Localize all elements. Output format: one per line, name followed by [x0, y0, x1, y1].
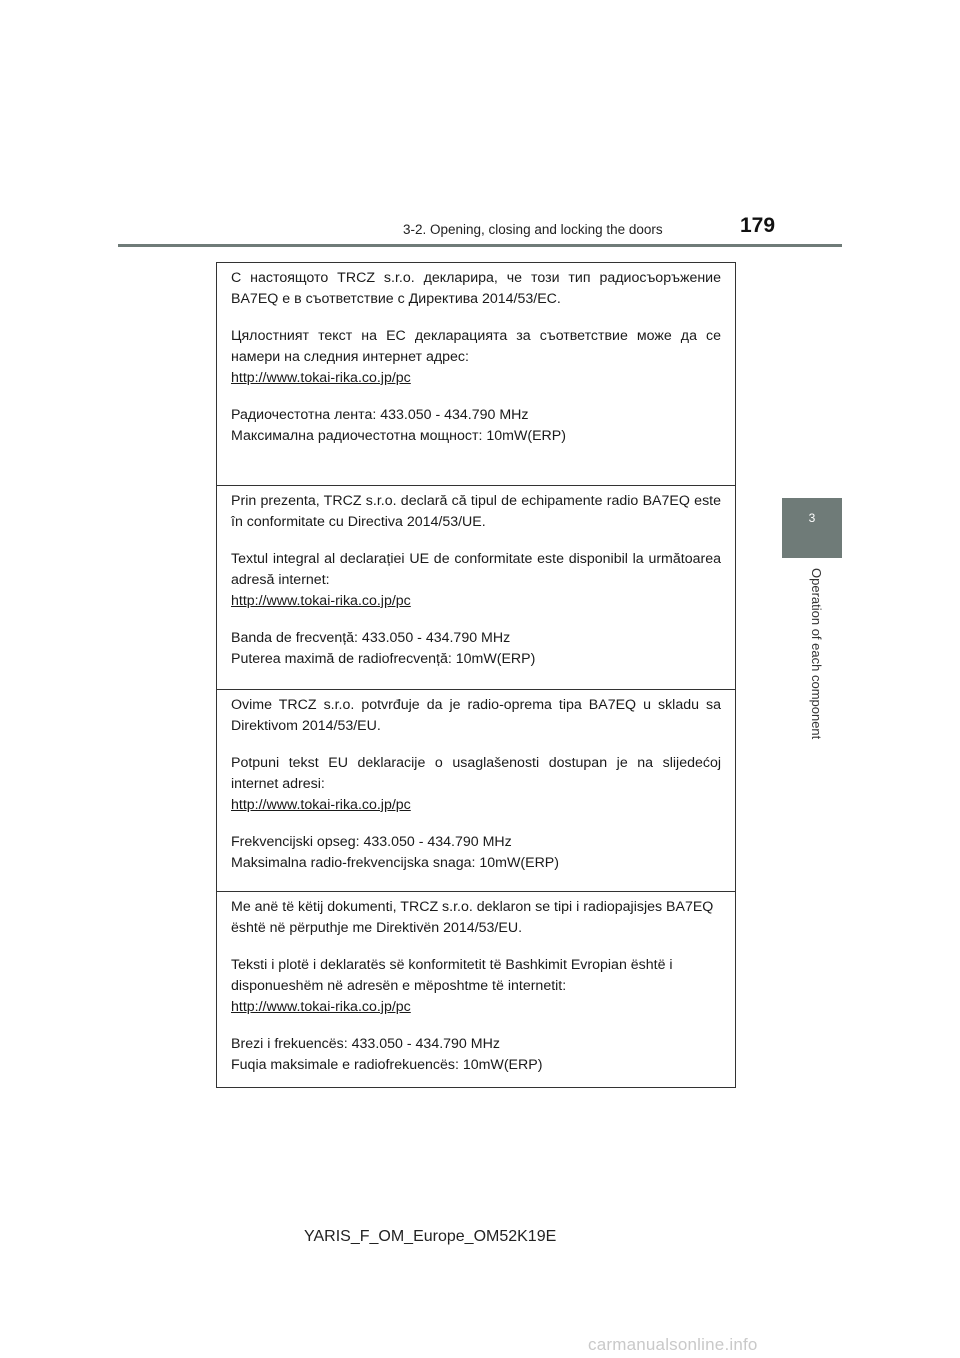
declaration-text-location: Textul integral al declarației UE de conformitate este disponibil la următoarea adresă internet: [231, 551, 721, 588]
declaration-table [216, 262, 736, 1088]
declaration-section-bosnian [217, 689, 735, 891]
declaration-text-location: Potpuni tekst EU deklaracije o usaglašenosti dostupan je na slijedećoj internet adresi: [231, 755, 721, 792]
declaration-section-romanian [217, 485, 735, 689]
max-power: Maksimalna radio-frekvencijska snaga: 10mW(ERP) [231, 855, 559, 871]
declaration-section-albanian [217, 891, 735, 1087]
frequency-band: Frekvencijski opseg: 433.050 - 434.790 MHz [231, 834, 512, 850]
declaration-statement: Ovime TRCZ s.r.o. potvrđuje da je radio-oprema tipa BA7EQ u skladu sa Direktivom 2014/53/EU. [231, 697, 721, 734]
frequency-band: Brezi i frekuencës: 433.050 - 434.790 MHz [231, 1036, 500, 1052]
section-header-title: 3-2. Opening, closing and locking the doors [403, 222, 663, 237]
watermark: carmanualsonline.info [588, 1335, 758, 1354]
declaration-link[interactable]: http://www.tokai-rika.co.jp/pc [231, 593, 411, 609]
max-power: Fuqia maksimale e radiofrekuencës: 10mW(ERP) [231, 1057, 543, 1073]
declaration-link[interactable]: http://www.tokai-rika.co.jp/pc [231, 999, 411, 1015]
declaration-section-bulgarian [217, 263, 735, 485]
page-number: 179 [740, 214, 776, 237]
declaration-link[interactable]: http://www.tokai-rika.co.jp/pc [231, 797, 411, 813]
chapter-number: 3 [808, 511, 816, 525]
declaration-text-location: Цялостният текст на ЕС декларацията за съответствие може да се намери на следния интернет адрес: [231, 328, 721, 365]
chapter-title-vertical: Operation of each component [809, 568, 824, 740]
declaration-text-location: Teksti i plotë i deklaratës së konformitetit të Bashkimit Evropian është i disponueshëm në adresën e mëposhtme të internetit: [231, 957, 673, 994]
frequency-band: Радиочестотна лента: 433.050 - 434.790 MHz [231, 407, 529, 423]
chapter-tab[interactable] [782, 498, 842, 558]
max-power: Максимална радиочестотна мощност: 10mW(ERP) [231, 428, 566, 444]
declaration-statement: Me anë të këtij dokumenti, TRCZ s.r.o. deklaron se tipi i radiopajisjes BA7EQ është në përputhje me Direktivën 2014/53/EU. [231, 899, 714, 936]
declaration-statement: С настоящото TRCZ s.r.o. декларира, че този тип радиосъоръжение BA7EQ е в съответствие с Директива 2014/53/ЕС. [231, 270, 721, 307]
declaration-statement: Prin prezenta, TRCZ s.r.o. declară că tipul de echipamente radio BA7EQ este în conformitate cu Directiva 2014/53/UE. [231, 493, 721, 530]
document-id: YARIS_F_OM_Europe_OM52K19E [304, 1228, 557, 1245]
header-divider [118, 244, 842, 247]
declaration-link[interactable]: http://www.tokai-rika.co.jp/pc [231, 370, 411, 386]
frequency-band: Banda de frecvență: 433.050 - 434.790 MHz [231, 630, 511, 646]
max-power: Puterea maximă de radiofrecvență: 10mW(ERP) [231, 651, 536, 667]
